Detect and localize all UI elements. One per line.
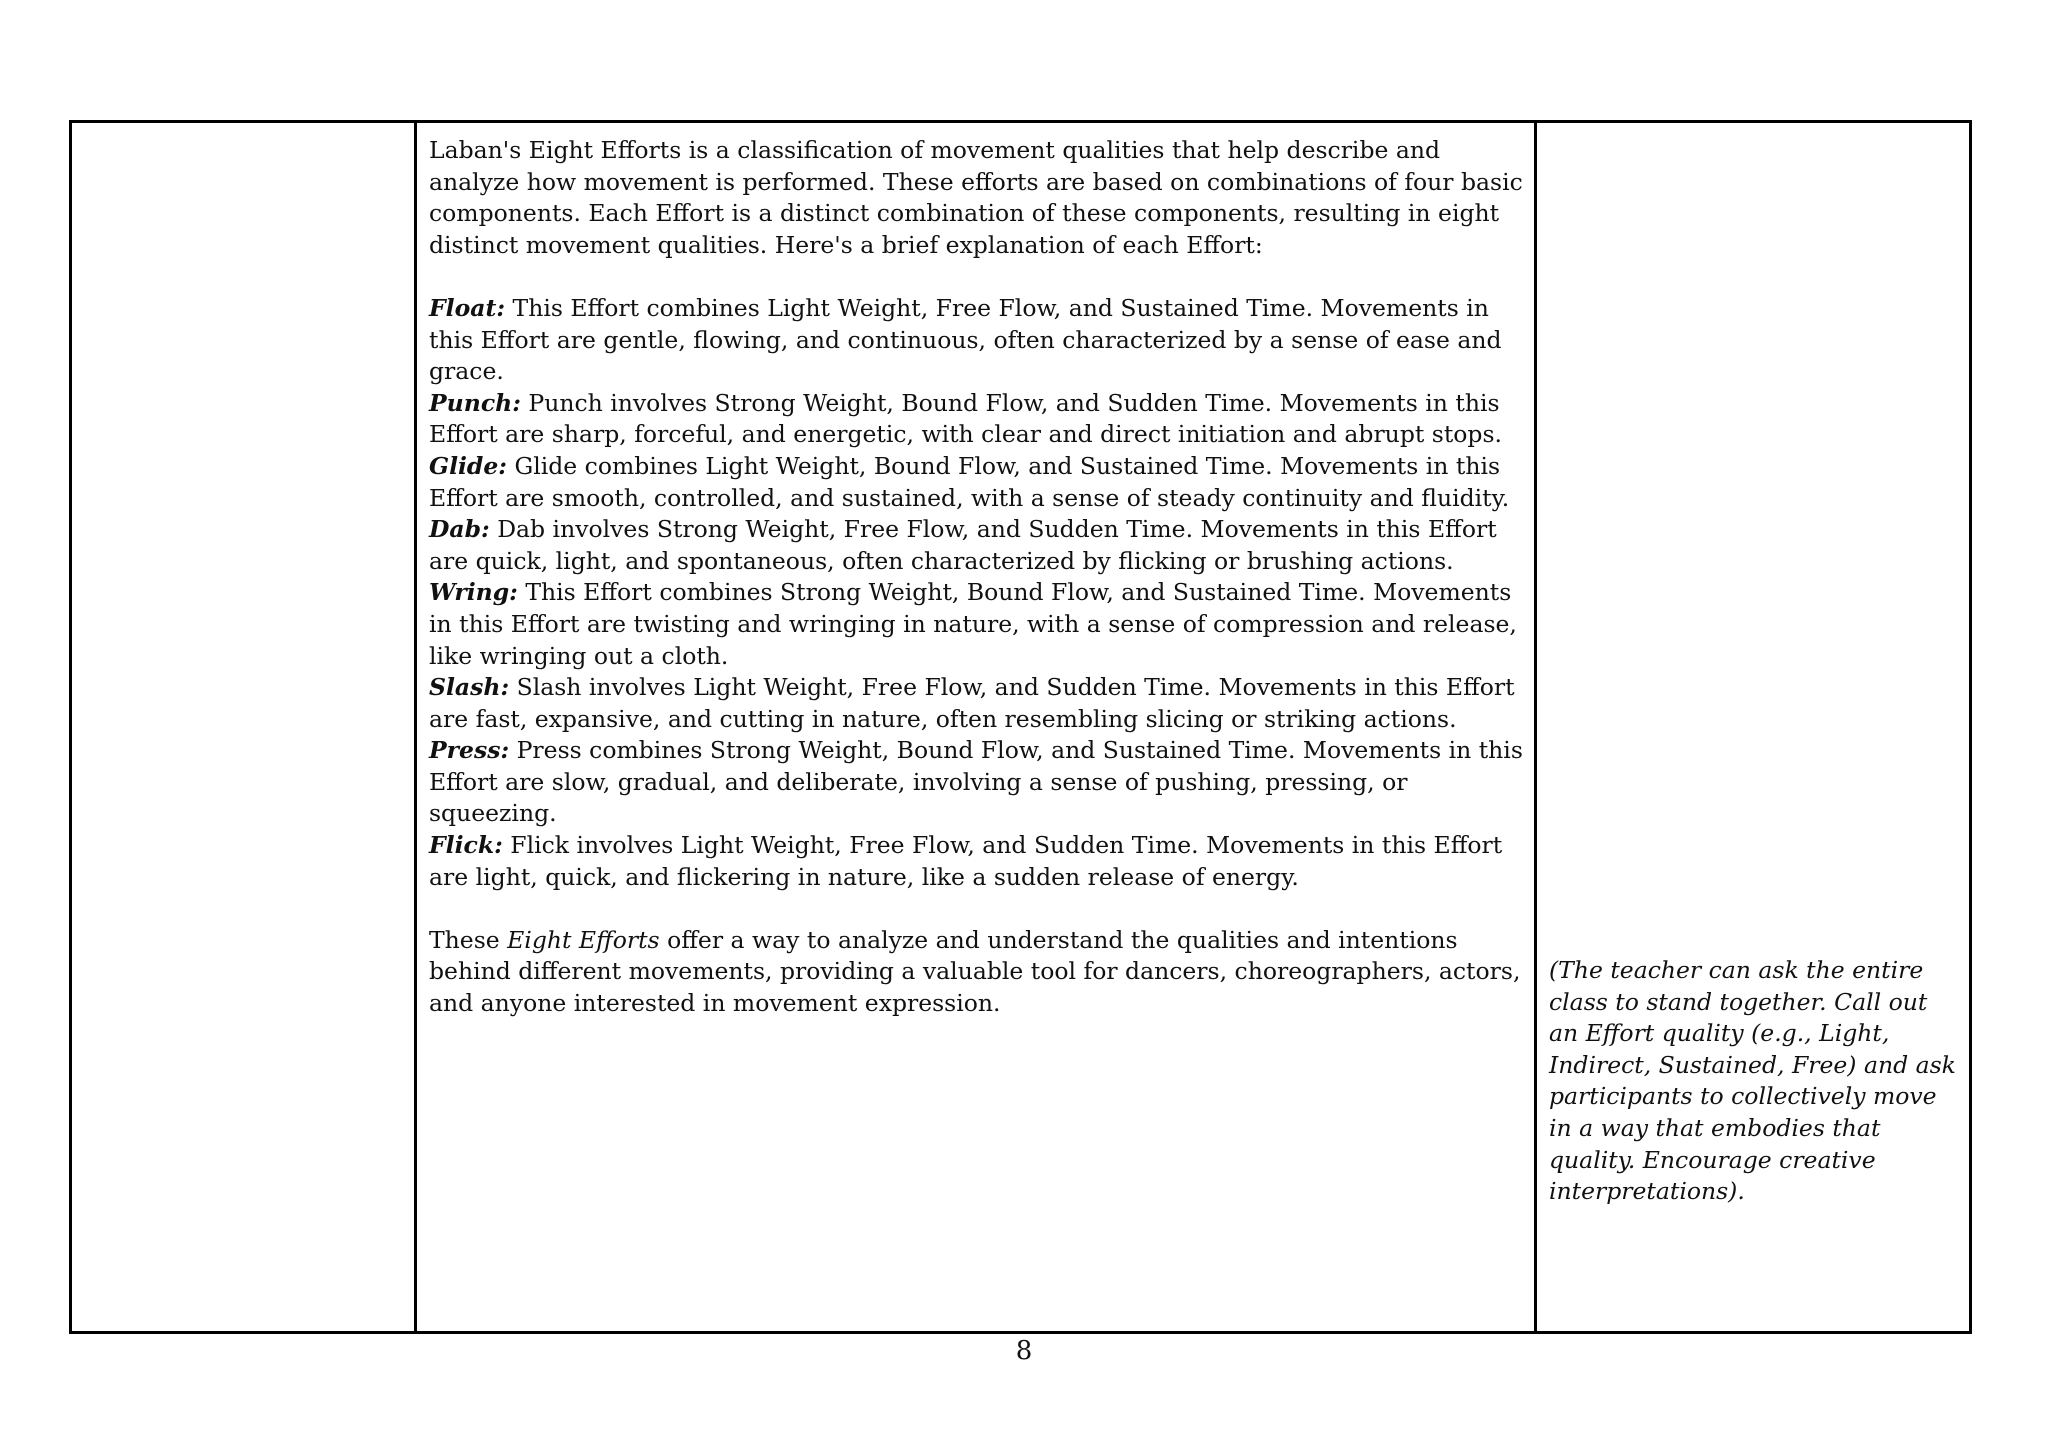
- paragraph-spacer: [429, 893, 1524, 925]
- effort-name: Dab:: [429, 515, 490, 544]
- effort-name: Glide:: [429, 451, 507, 480]
- effort-description: Press combines Strong Weight, Bound Flow, and Sustained Time. Movements in this Effort are slow, gradual, and deliberate, involving a sense of pushing, pressing, or squeezing.: [429, 736, 1523, 828]
- effort-description: Glide combines Light Weight, Bound Flow, and Sustained Time. Movements in this Effort are smooth, controlled, and sustained, with a sense of steady continuity and fluidity.: [429, 451, 1510, 512]
- effort-wring: [429, 577, 1524, 672]
- effort-name: Punch:: [429, 388, 521, 417]
- effort-name: Flick:: [429, 831, 503, 860]
- effort-name: Wring:: [429, 578, 518, 607]
- paragraph-spacer: [429, 261, 1524, 293]
- conclusion-paragraph: [429, 925, 1524, 1020]
- content-cell: [417, 123, 1537, 1331]
- page-number: 8: [1015, 1336, 1033, 1366]
- effort-description: This Effort combines Strong Weight, Bound Flow, and Sustained Time. Movements in this Effort are twisting and wringing in nature, with a sense of compression and release, like wringing out a cloth.: [429, 578, 1517, 670]
- effort-description: Slash involves Light Weight, Free Flow, and Sudden Time. Movements in this Effort are fast, expansive, and cutting in nature, often resembling slicing or striking actions.: [429, 673, 1515, 733]
- conclusion-text-before: These: [429, 925, 508, 954]
- effort-name: Slash:: [429, 673, 510, 702]
- effort-name: Press:: [429, 736, 510, 765]
- efforts-list: [429, 293, 1524, 893]
- intro-paragraph: Laban's Eight Efforts is a classification of movement qualities that help describe and analyze how movement is performed. These efforts are based on combinations of four basic components. Each Effort is a distinct combination of these components, resulting in eight distinct movement qualities. Here's a brief explanation of each Effort:: [429, 136, 1523, 259]
- conclusion-emphasis: Eight Efforts: [507, 925, 660, 954]
- notes-cell: [1537, 123, 1969, 1331]
- effort-description: Dab involves Strong Weight, Free Flow, and Sudden Time. Movements in this Effort are quick, light, and spontaneous, often characterized by flicking or brushing actions.: [429, 515, 1497, 575]
- lesson-table: [69, 120, 1972, 1334]
- empty-left-cell: [72, 123, 417, 1331]
- effort-punch: [429, 388, 1524, 451]
- effort-description: Flick involves Light Weight, Free Flow, and Sudden Time. Movements in this Effort are light, quick, and flickering in nature, like a sudden release of energy.: [429, 831, 1503, 891]
- effort-description: Punch involves Strong Weight, Bound Flow, and Sudden Time. Movements in this Effort are sharp, forceful, and energetic, with clear and direct initiation and abrupt stops.: [429, 388, 1503, 449]
- effort-dab: [429, 514, 1524, 577]
- teacher-note: (The teacher can ask the entire class to stand together. Call out an Effort quality (e.g., Light, Indirect, Sustained, Free) and ask participants to collectively move in a way that embodies that quality. Encourage creative interpretations).: [1549, 956, 1956, 1206]
- effort-press: [429, 735, 1524, 830]
- effort-slash: [429, 672, 1524, 735]
- effort-flick: [429, 830, 1524, 893]
- conclusion-text-after: offer a way to analyze and understand the qualities and intentions behind different movements, providing a valuable tool for dancers, choreographers, actors, and anyone interested in movement expression.: [429, 925, 1521, 1018]
- effort-glide: [429, 451, 1524, 514]
- effort-float: [429, 293, 1524, 388]
- effort-description: This Effort combines Light Weight, Free Flow, and Sustained Time. Movements in this Effort are gentle, flowing, and continuous, often characterized by a sense of ease and grace.: [429, 293, 1502, 386]
- effort-name: Float:: [429, 293, 506, 322]
